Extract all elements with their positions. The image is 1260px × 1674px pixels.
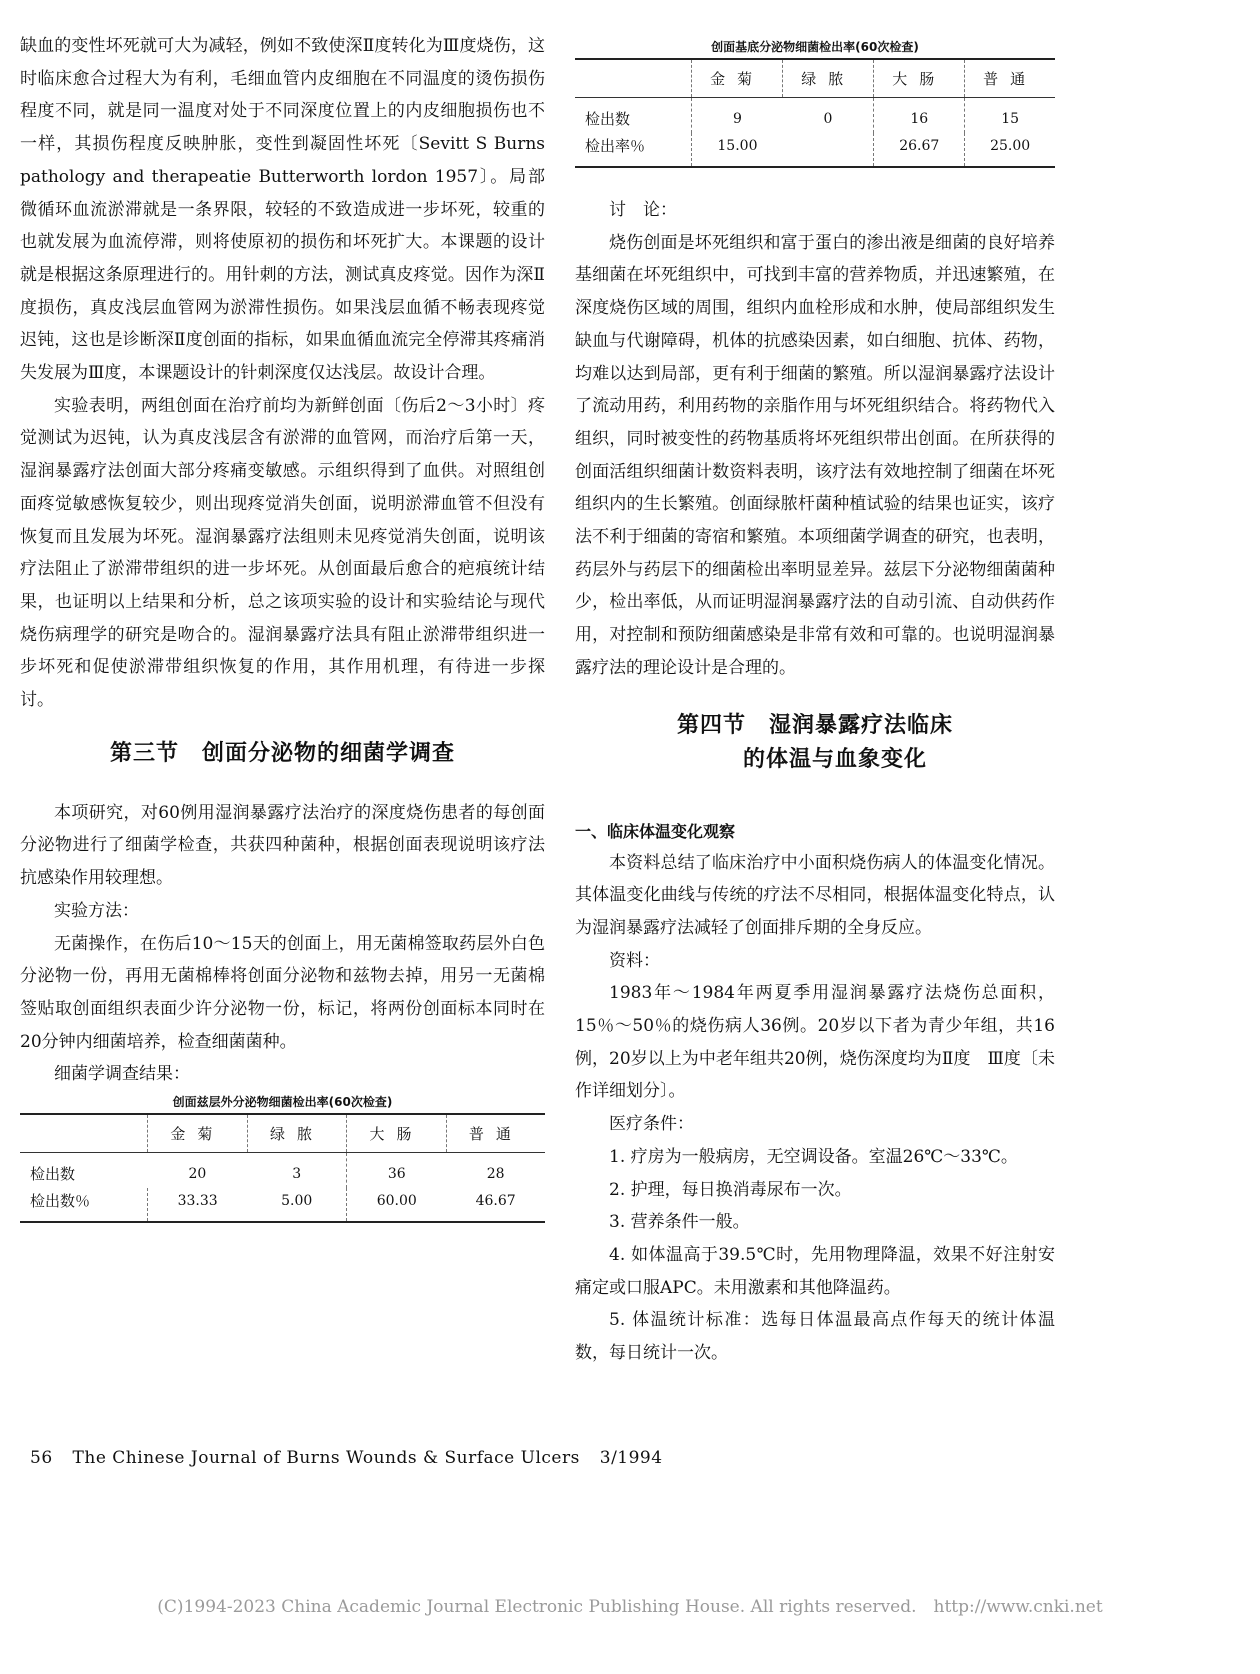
table-header: 金菊 [692,59,783,98]
row-label: 检出数 [585,110,631,128]
table-cell: 33.33 [148,1188,248,1222]
discussion-label: 讨 论： [609,200,677,220]
section-title [575,709,1055,777]
list-item: 3. 营养条件一般。 [609,1212,750,1233]
data-label: 资料： [609,950,660,971]
table-header: 绿脓 [783,59,874,98]
table-header: 绿脓 [247,1114,347,1153]
table-caption: 创面基底分泌物细菌检出率(60次检查) [711,40,919,54]
table-header: 大肠 [874,59,965,98]
conditions-label: 医疗条件： [609,1114,694,1135]
table-row [20,1153,545,1189]
table-header: 普通 [446,1114,545,1153]
list-item: 2. 护理，每日换消毒尿布一次。 [609,1179,852,1200]
table-header: 大肠 [347,1114,447,1153]
section-title-line: 的体温与血象变化 [742,746,927,772]
body-paragraph: 本项研究，对60例用湿润暴露疗法治疗的深度烧伤患者的每创面分泌物进行了细菌学检查，共获四种菌种，根据创面表现说明该疗法抗感染作用较理想。 [20,802,545,889]
table-row [575,133,1055,167]
table-cell: 25.00 [965,133,1055,167]
table-corner [575,59,692,98]
table-header-row [575,59,1055,98]
row-label: 检出率％ [585,137,646,155]
page-number: 56 [30,1448,53,1468]
list-item: 1. 疗房为一般病房，无空调设备。室温26℃～33℃。 [609,1146,1018,1167]
table-corner [20,1114,148,1153]
results-label: 细菌学调查结果： [54,1064,190,1085]
bacteria-table-outer [20,1113,545,1223]
bacteria-table-base [575,58,1055,168]
body-paragraph: 缺血的变性坏死就可大为减轻，例如不致使深Ⅱ度转化为Ⅲ度烧伤，这时临床愈合过程大为有利，毛细血管内皮细胞在不同温度的烫伤损伤程度不同，就是同一温度对处于不同深度位置上的内皮细胞损伤也不一样，其损伤程度反映肿胀，变性到凝固性坏死〔Sevitt S Burns pathology and therapeatie Butterworth lordon 1957〕。局部微循环血流淤滞就是一条界限，较轻的不致造成进一步坏死，较重的也就发展为血流停滞，则将使原初的损伤和坏死扩大。本课题的设计就是根据这条原理进行的。用针刺的方法，测试真皮疼觉。因作为深Ⅱ度损伤，真皮浅层血管网为淤滞性损伤。如果浅层血循不畅表现疼觉迟钝，这也是诊断深Ⅱ度创面的指标，如果血循血流完全停滞其疼痛消失发展为Ⅲ度，本课题设计的针刺深度仅达浅层。故设计合理。 [20,36,545,384]
table-cell: 46.67 [475,1193,516,1210]
table-header: 金菊 [148,1114,248,1153]
table-header-row [20,1114,545,1153]
method-label: 实验方法： [54,900,139,921]
section-title: 第三节 创面分泌物的细菌学调查 [109,740,455,766]
body-paragraph: 烧伤创面是坏死组织和富于蛋白的渗出液是细菌的良好培养基细菌在坏死组织中，可找到丰富的营养物质，并迅速繁殖，在深度烧伤区域的周围，组织内血栓形成和水肿，使局部组织发生缺血与代谢障碍，机体的抗感染因素，如白细胞、抗体、药物，均难以达到局部，更有利于细菌的繁殖。所以湿润暴露疗法设计了流动用药，利用药物的亲脂作用与坏死组织结合。将药物代入组织，同时被变性的药物基质将坏死组织带出创面。在所获得的创面活组织细菌计数资料表明，该疗法有效地控制了细菌在坏死组织内的生长繁殖。创面绿脓杆菌种植试验的结果也证实，该疗法不利于细菌的寄宿和繁殖。本项细菌学调查的研究，也表明，药层外与药层下的细菌检出率明显差异。兹层下分泌物细菌菌种少，检出率低，从而证明湿润暴露疗法的自动引流、自动供药作用，对控制和预防细菌感染是非常有效和可靠的。也说明湿润暴露疗法的理论设计是合理的。 [575,232,1055,678]
table-cell: 36 [347,1153,447,1189]
left-column [20,30,545,1223]
subsection-heading: 一、临床体温变化观察 [575,821,736,841]
table-row [20,1188,545,1222]
body-paragraph: 实验表明，两组创面在治疗前均为新鲜创面〔伤后2～3小时〕疼觉测试为迟钝，认为真皮浅层含有淤滞的血管网，而治疗后第一天，湿润暴露疗法创面大部分疼痛变敏感。示组织得到了血供。对照组创面疼觉敏感恢复较少，则出现疼觉消失创面，说明淤滞血管不但没有恢复而且发展为坏死。湿润暴露疗法组则未见疼觉消失创面，说明该疗法阻止了淤滞带组织的进一步坏死。从创面最后愈合的疤痕统计结果，也证明以上结果和分析，总之该项实验的设计和实验结论与现代烧伤病理学的研究是吻合的。湿润暴露疗法具有阻止淤滞带组织进一步坏死和促使淤滞带组织恢复的作用，其作用机理，有待进一步探讨。 [20,395,545,711]
table-cell [783,133,874,167]
list-item: 4. 如体温高于39.5℃时，先用物理降温，效果不好注射安痛定或口服APC。未用激素和其他降温药。 [575,1244,1055,1298]
table-cell: 28 [486,1166,505,1183]
table-cell: 60.00 [347,1188,447,1222]
table-caption: 创面兹层外分泌物细菌检出率(60次检查) [172,1095,393,1110]
table-cell: 16 [874,98,965,134]
copyright-notice: (C)1994-2023 China Academic Journal Electronic Publishing House. All rights reserved. http://www.cnki.net [157,1597,1103,1617]
table-header: 普通 [965,59,1055,98]
table-cell: 3 [292,1166,302,1183]
right-column [575,36,1055,1370]
body-paragraph: 1983年～1984年两夏季用湿润暴露疗法烧伤总面积，15％～50％的烧伤病人36例。20岁以下者为青少年组，共16例，20岁以上为中老年组共20例，烧伤深度均为Ⅱ度 Ⅲ度〔未作详细划分〕。 [575,983,1055,1102]
list-item: 5. 体温统计标准：选每日体温最高点作每天的统计体温数，每日统计一次。 [575,1310,1055,1364]
row-label: 检出数％ [30,1192,91,1211]
row-label: 检出数 [30,1165,76,1184]
table-row [575,98,1055,134]
table-cell: 0 [823,111,833,127]
body-paragraph: 无菌操作，在伤后10～15天的创面上，用无菌棉签取药层外白色分泌物一份，再用无菌棉棒将创面分泌物和兹物去掉，用另一无菌棉签贴取创面组织表面少许分泌物一份，标记，将两份创面标本同时在20分钟内细菌培养，检查细菌菌种。 [20,933,545,1052]
page-footer [30,1448,677,1468]
table-cell: 5.00 [281,1193,313,1210]
table-cell: 15.00 [692,133,783,167]
issue-number: 3/1994 [599,1448,663,1468]
table-cell: 26.67 [874,133,965,167]
body-paragraph: 本资料总结了临床治疗中小面积烧伤病人的体温变化情况。其体温变化曲线与传统的疗法不尽相同，根据体温变化特点，认为湿润暴露疗法减轻了创面排斥期的全身反应。 [575,852,1055,938]
table-cell: 9 [692,98,783,134]
table-cell: 15 [965,98,1055,134]
table-cell: 20 [188,1166,207,1183]
journal-name: The Chinese Journal of Burns Wounds & Surface Ulcers [72,1448,580,1468]
section-title-line: 第四节 湿润暴露疗法临床 [676,712,953,738]
